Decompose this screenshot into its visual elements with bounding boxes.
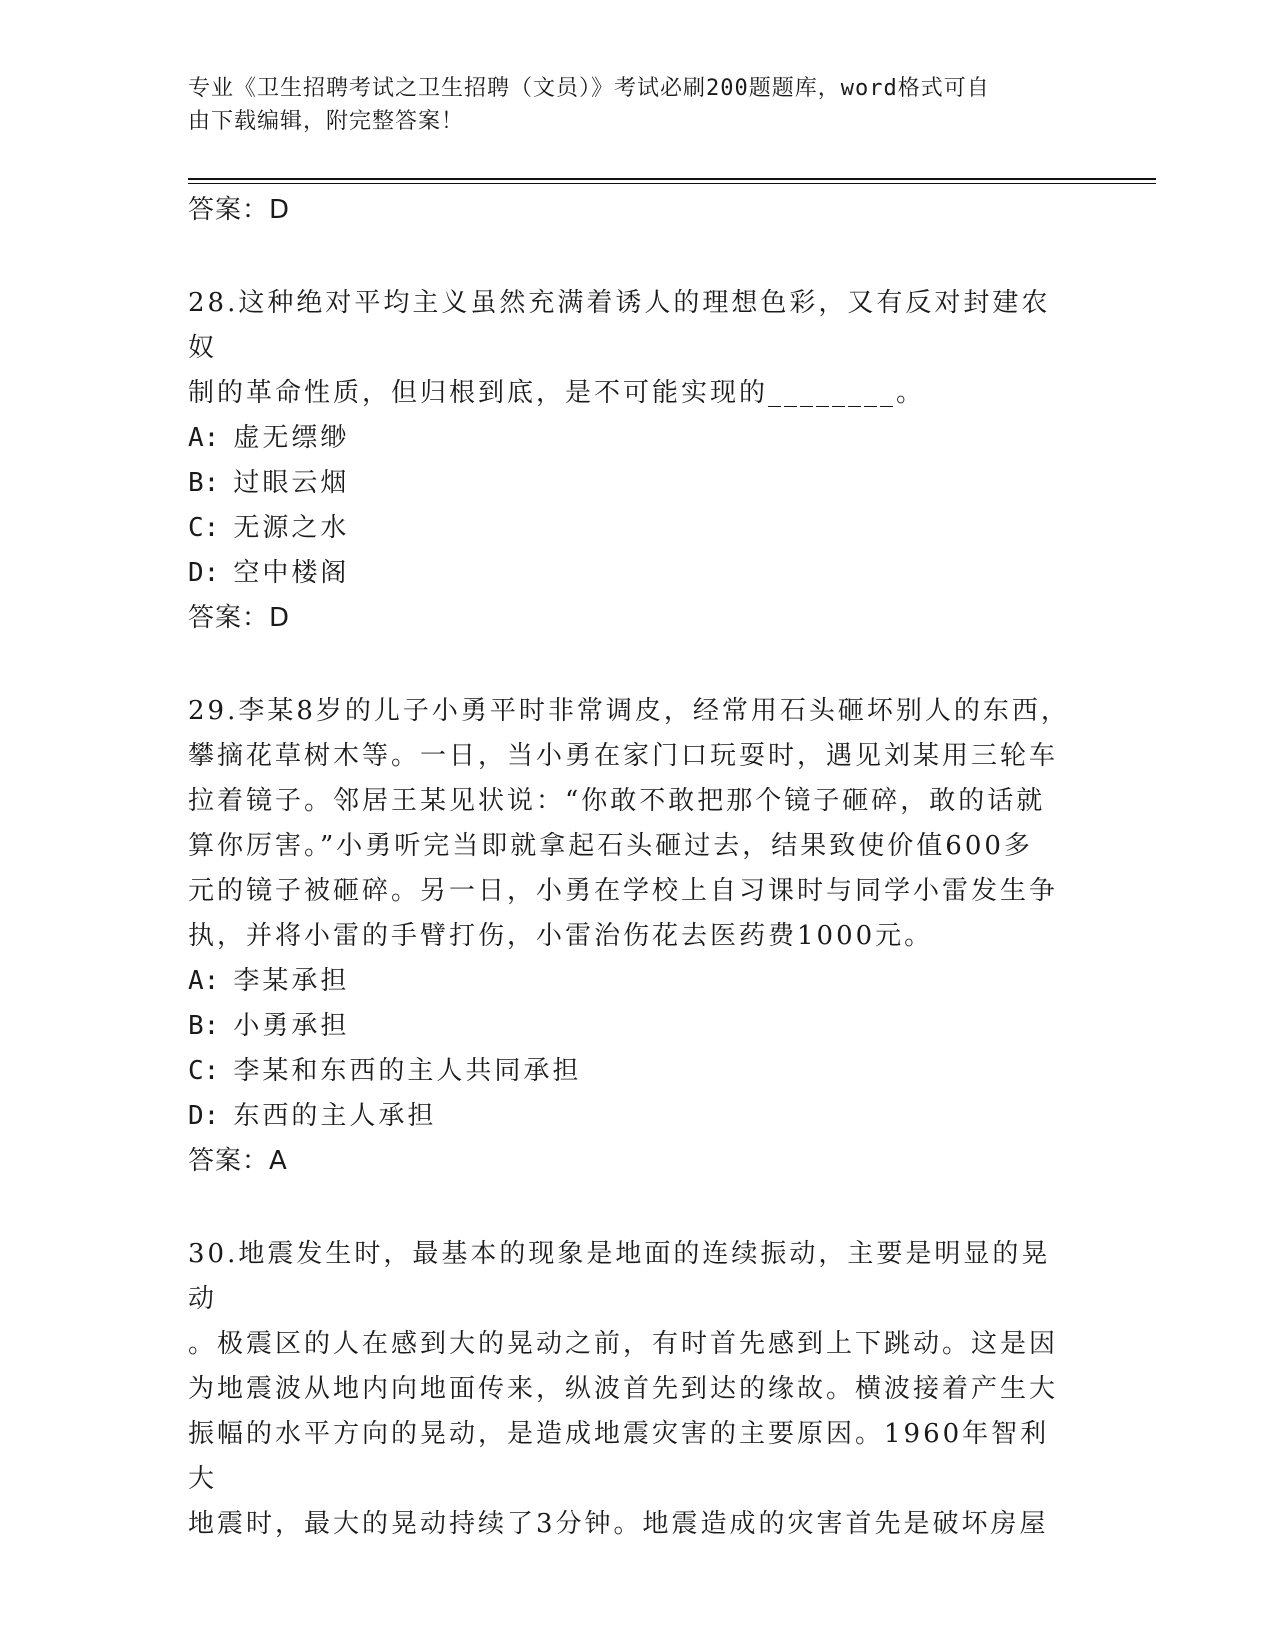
option-text: 李某和东西的主人共同承担 — [233, 1056, 582, 1086]
option-key: C: — [188, 513, 220, 543]
header-rule-thick — [188, 178, 1156, 180]
option-key: A: — [188, 966, 220, 996]
option-key: C: — [188, 1056, 220, 1086]
question-stem-line: 为地震波从地内向地面传来，纵波首先到达的缘故。横波接着产生大 — [188, 1374, 1059, 1404]
option-key: B: — [188, 1011, 220, 1041]
page-content — [188, 188, 1078, 1547]
answer-previous: 答案：D — [188, 195, 291, 225]
question-stem-line: 执，并将小雷的手臂打伤，小雷治伤花去医药费1000元。 — [188, 921, 934, 951]
question-stem-line: 制的革命性质，但归根到底，是不可能实现的________。 — [188, 378, 926, 408]
option-a — [188, 959, 1078, 1004]
option-text: 小勇承担 — [233, 1011, 350, 1041]
answer-29: 答案：A — [188, 1146, 288, 1176]
option-b — [188, 1004, 1078, 1049]
question-stem-line: 30.地震发生时，最基本的现象是地面的连续振动，主要是明显的晃动 — [188, 1239, 1051, 1314]
question-30 — [188, 1232, 1078, 1547]
option-d — [188, 551, 1078, 596]
option-d — [188, 1094, 1078, 1139]
question-stem-line: 28.这种绝对平均主义虽然充满着诱人的理想色彩，又有反对封建农奴 — [188, 288, 1051, 363]
question-stem-line: 29.李某8岁的儿子小勇平时非常调皮，经常用石头砸坏别人的东西， — [188, 696, 1070, 726]
option-key: B: — [188, 468, 220, 498]
option-c — [188, 1049, 1078, 1094]
option-b — [188, 461, 1078, 506]
option-key: D: — [188, 1101, 220, 1131]
page-header — [188, 72, 1078, 138]
option-key: D: — [188, 558, 220, 588]
question-29 — [188, 689, 1078, 1184]
question-stem-line: 算你厉害。”小勇听完当即就拿起石头砸过去，结果致使价值600多 — [188, 831, 1033, 861]
option-text: 空中楼阁 — [233, 558, 350, 588]
question-stem-line: 。极震区的人在感到大的晃动之前，有时首先感到上下跳动。这是因 — [188, 1329, 1059, 1359]
question-stem-line: 元的镜子被砸碎。另一日，小勇在学校上自习课时与同学小雷发生争 — [188, 876, 1059, 906]
option-key: A: — [188, 423, 220, 453]
question-stem-line: 地震时，最大的晃动持续了3分钟。地震造成的灾害首先是破坏房屋 — [188, 1509, 1049, 1539]
option-a — [188, 416, 1078, 461]
header-rule-thin — [188, 183, 1156, 184]
option-text: 虚无缥缈 — [233, 423, 350, 453]
option-c — [188, 506, 1078, 551]
header-line-2: 由下载编辑，附完整答案！ — [188, 109, 465, 134]
question-28 — [188, 281, 1078, 641]
question-stem-line: 拉着镜子。邻居王某见状说：“你敢不敢把那个镜子砸碎，敢的话就 — [188, 786, 1046, 816]
option-text: 过眼云烟 — [233, 468, 350, 498]
option-text: 无源之水 — [233, 513, 350, 543]
header-line-1: 专业《卫生招聘考试之卫生招聘（文员）》考试必刷200题题库，word格式可自 — [188, 76, 990, 101]
answer-28: 答案：D — [188, 603, 291, 633]
option-text: 李某承担 — [233, 966, 350, 996]
option-text: 东西的主人承担 — [233, 1101, 437, 1131]
question-stem-line: 振幅的水平方向的晃动，是造成地震灾害的主要原因。1960年智利大 — [188, 1419, 1050, 1494]
question-stem-line: 攀摘花草树木等。一日，当小勇在家门口玩耍时，遇见刘某用三轮车 — [188, 741, 1059, 771]
